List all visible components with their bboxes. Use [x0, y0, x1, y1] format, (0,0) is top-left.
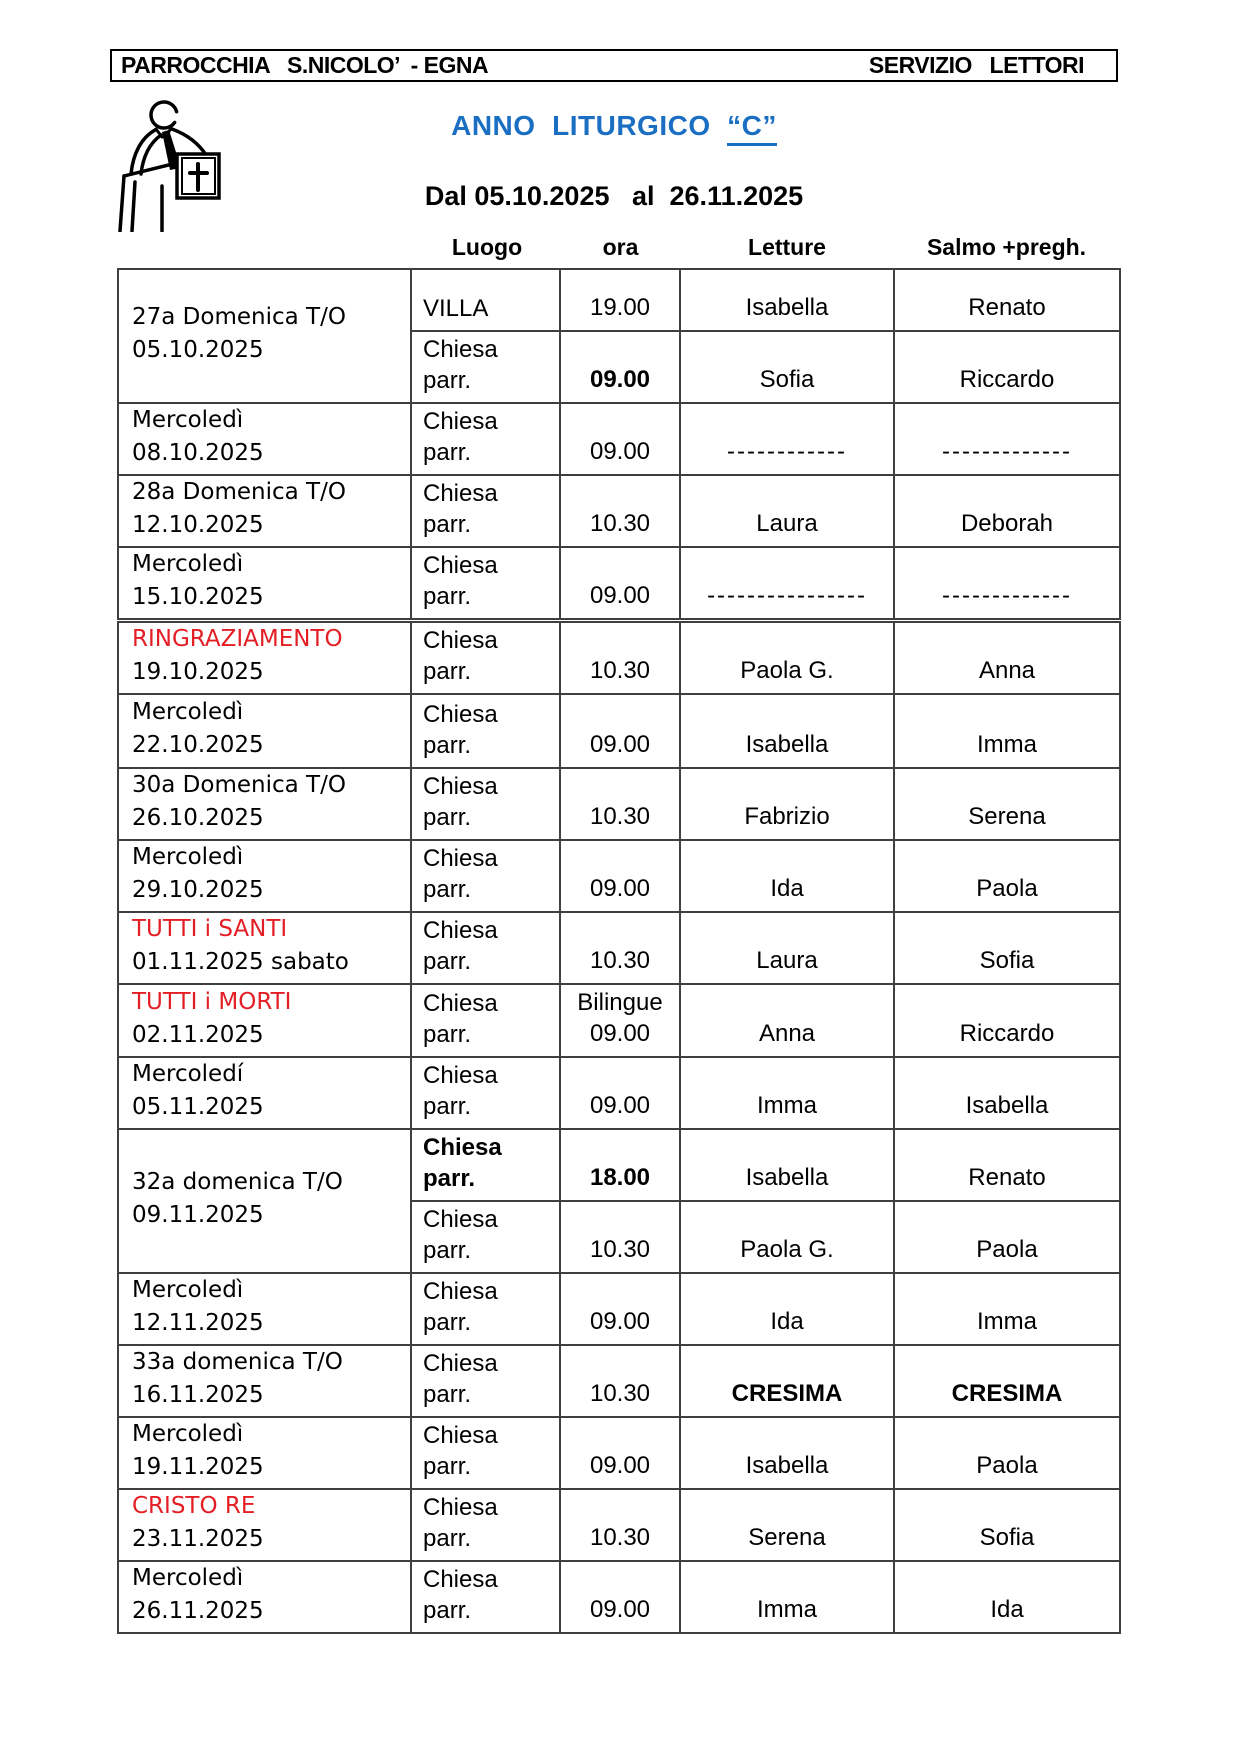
table-row — [118, 1273, 1120, 1345]
ora-cell: 09.00 — [560, 840, 680, 912]
date-cell — [118, 1273, 411, 1345]
letture-cell: Paola G. — [680, 1201, 894, 1273]
luogo-cell: Chiesa parr. — [411, 912, 560, 984]
salmo-cell: Paola — [894, 840, 1120, 912]
date-value: 23.11.2025 — [132, 1526, 264, 1552]
salmo-cell: Renato — [894, 269, 1120, 331]
date-label: Mercoledì — [132, 551, 244, 577]
date-label: Mercoledì — [132, 1565, 244, 1591]
salmo-cell: Riccardo — [894, 331, 1120, 403]
date-cell — [118, 269, 411, 403]
salmo-cell: Serena — [894, 768, 1120, 840]
column-header-luogo: Luogo — [451, 234, 523, 260]
luogo-cell: Chiesa parr. — [411, 403, 560, 475]
salmo-cell: ------------- — [894, 547, 1120, 621]
page-title-text: ANNO LITURGICO — [451, 110, 728, 141]
date-cell — [118, 984, 411, 1057]
luogo-cell: VILLA — [411, 269, 560, 331]
date-range: Dal 05.10.2025 al 26.11.2025 — [424, 181, 804, 211]
schedule-table-body — [118, 269, 1120, 1633]
luogo-cell: Chiesa parr. — [411, 1561, 560, 1633]
date-cell — [118, 547, 411, 621]
date-label: Mercoledí — [132, 1061, 244, 1087]
table-row — [118, 1129, 1120, 1201]
date-value: 02.11.2025 — [132, 1021, 264, 1048]
date-cell — [118, 1057, 411, 1129]
ora-cell: 10.30 — [560, 912, 680, 984]
salmo-cell: Sofia — [894, 1489, 1120, 1561]
ora-cell: 09.00 — [560, 1273, 680, 1345]
ora-cell: Bilingue 09.00 — [560, 984, 680, 1057]
ora-cell: 10.30 — [560, 1201, 680, 1273]
table-row — [118, 840, 1120, 912]
ora-cell: 19.00 — [560, 269, 680, 331]
date-value: 26.11.2025 — [132, 1598, 264, 1624]
ora-cell: 09.00 — [560, 1057, 680, 1129]
luogo-cell: Chiesa parr. — [411, 1201, 560, 1273]
salmo-cell: Anna — [894, 621, 1120, 695]
ora-cell: 09.00 — [560, 694, 680, 768]
date-label: Mercoledì — [132, 844, 244, 870]
date-cell — [118, 403, 411, 475]
date-value: 19.10.2025 — [132, 659, 264, 685]
date-cell — [118, 768, 411, 840]
date-label: CRISTO RE — [132, 1493, 256, 1519]
table-row — [118, 1345, 1120, 1417]
table-row — [118, 475, 1120, 547]
ora-cell: 10.30 — [560, 1345, 680, 1417]
letture-cell: Paola G. — [680, 621, 894, 695]
date-value: 05.11.2025 — [132, 1094, 264, 1120]
letture-cell: Anna — [680, 984, 894, 1057]
date-label: 27a Domenica T/O — [132, 304, 346, 330]
luogo-cell: Chiesa parr. — [411, 984, 560, 1057]
letture-cell: Ida — [680, 840, 894, 912]
letture-cell: Laura — [680, 912, 894, 984]
date-label: 32a domenica T/O — [132, 1169, 343, 1195]
salmo-cell: Isabella — [894, 1057, 1120, 1129]
date-label: Mercoledì — [132, 699, 244, 725]
date-cell — [118, 1345, 411, 1417]
date-cell — [118, 912, 411, 984]
ora-cell: 10.30 — [560, 475, 680, 547]
letture-cell: Fabrizio — [680, 768, 894, 840]
table-row — [118, 1489, 1120, 1561]
table-row — [118, 768, 1120, 840]
date-value: 15.10.2025 — [132, 584, 264, 610]
letture-cell: Isabella — [680, 1417, 894, 1489]
salmo-cell: Riccardo — [894, 984, 1120, 1057]
parish-name: PARROCCHIA S.NICOLO’ - EGNA — [121, 52, 489, 78]
luogo-cell: Chiesa parr. — [411, 331, 560, 403]
luogo-cell: Chiesa parr. — [411, 475, 560, 547]
luogo-cell: Chiesa parr. — [411, 1345, 560, 1417]
schedule-table — [117, 268, 1121, 1634]
liturgical-year-letter: “C” — [727, 110, 777, 146]
date-label: TUTTI i SANTI — [132, 916, 288, 942]
table-row — [118, 984, 1120, 1057]
salmo-cell: Sofia — [894, 912, 1120, 984]
luogo-cell: Chiesa parr. — [411, 1489, 560, 1561]
luogo-cell: Chiesa parr. — [411, 1417, 560, 1489]
service-name: SERVIZIO LETTORI — [868, 52, 1084, 78]
salmo-cell: Deborah — [894, 475, 1120, 547]
date-cell — [118, 1489, 411, 1561]
luogo-cell: Chiesa parr. — [411, 1129, 560, 1201]
salmo-cell: Imma — [894, 1273, 1120, 1345]
letture-cell: Laura — [680, 475, 894, 547]
luogo-cell: Chiesa parr. — [411, 547, 560, 621]
date-cell — [118, 694, 411, 768]
date-value: 26.10.2025 — [132, 805, 264, 831]
salmo-cell: Paola — [894, 1417, 1120, 1489]
ora-cell: 10.30 — [560, 1489, 680, 1561]
luogo-cell: Chiesa parr. — [411, 840, 560, 912]
salmo-cell: Paola — [894, 1201, 1120, 1273]
ora-cell: 09.00 — [560, 403, 680, 475]
date-value: 12.10.2025 — [132, 512, 264, 538]
letture-cell: ---------------- — [680, 547, 894, 621]
date-cell — [118, 1417, 411, 1489]
column-header-letture: Letture — [748, 234, 826, 260]
date-value: 01.11.2025 sabato — [132, 949, 349, 975]
salmo-cell: Imma — [894, 694, 1120, 768]
date-value: 16.11.2025 — [132, 1382, 264, 1408]
letture-cell: Isabella — [680, 694, 894, 768]
salmo-cell: Ida — [894, 1561, 1120, 1633]
letture-cell: Serena — [680, 1489, 894, 1561]
letture-cell: Isabella — [680, 1129, 894, 1201]
date-label: Mercoledì — [132, 1277, 244, 1303]
date-cell — [118, 621, 411, 695]
table-row — [118, 269, 1120, 331]
table-row — [118, 912, 1120, 984]
date-label: 28a Domenica T/O — [132, 479, 346, 505]
date-label: 30a Domenica T/O — [132, 772, 346, 798]
date-value: 22.10.2025 — [132, 732, 264, 758]
column-header-salmo: Salmo +pregh. — [926, 234, 1087, 260]
date-cell — [118, 475, 411, 547]
ora-cell: 18.00 — [560, 1129, 680, 1201]
luogo-cell: Chiesa parr. — [411, 768, 560, 840]
date-cell — [118, 1561, 411, 1633]
date-value: 12.11.2025 — [132, 1310, 264, 1336]
letture-cell: Isabella — [680, 269, 894, 331]
ora-cell: 10.30 — [560, 621, 680, 695]
table-row — [118, 547, 1120, 621]
ora-cell: 09.00 — [560, 1417, 680, 1489]
salmo-cell: CRESIMA — [894, 1345, 1120, 1417]
letture-cell: Ida — [680, 1273, 894, 1345]
date-label: Mercoledì — [132, 1421, 244, 1447]
date-value: 08.10.2025 — [132, 440, 264, 466]
table-row — [118, 1561, 1120, 1633]
letture-cell: Imma — [680, 1561, 894, 1633]
table-row — [118, 694, 1120, 768]
date-label: 33a domenica T/O — [132, 1349, 343, 1375]
luogo-cell: Chiesa parr. — [411, 1273, 560, 1345]
date-label: RINGRAZIAMENTO — [132, 626, 343, 652]
date-cell — [118, 1129, 411, 1273]
ora-cell: 09.00 — [560, 1561, 680, 1633]
luogo-cell: Chiesa parr. — [411, 694, 560, 768]
ora-cell: 09.00 — [560, 331, 680, 403]
date-value: 09.11.2025 — [132, 1202, 264, 1228]
table-row — [118, 621, 1120, 695]
page-title — [110, 110, 1118, 142]
luogo-cell: Chiesa parr. — [411, 1057, 560, 1129]
column-header-ora: ora — [602, 234, 639, 260]
salmo-cell: ------------- — [894, 403, 1120, 475]
salmo-cell: Renato — [894, 1129, 1120, 1201]
table-row — [118, 1057, 1120, 1129]
ora-cell: 10.30 — [560, 768, 680, 840]
date-value: 19.11.2025 — [132, 1454, 264, 1480]
letture-cell: Imma — [680, 1057, 894, 1129]
letture-cell: Sofia — [680, 331, 894, 403]
ora-cell: 09.00 — [560, 547, 680, 621]
date-value: 29.10.2025 — [132, 877, 264, 903]
table-row — [118, 1417, 1120, 1489]
document-header-bar — [110, 49, 1118, 82]
date-label: Mercoledì — [132, 407, 244, 433]
date-label: TUTTI i MORTI — [132, 988, 292, 1015]
date-cell — [118, 840, 411, 912]
letture-cell: CRESIMA — [680, 1345, 894, 1417]
letture-cell: ------------ — [680, 403, 894, 475]
luogo-cell: Chiesa parr. — [411, 621, 560, 695]
table-row — [118, 403, 1120, 475]
date-value: 05.10.2025 — [132, 337, 264, 363]
